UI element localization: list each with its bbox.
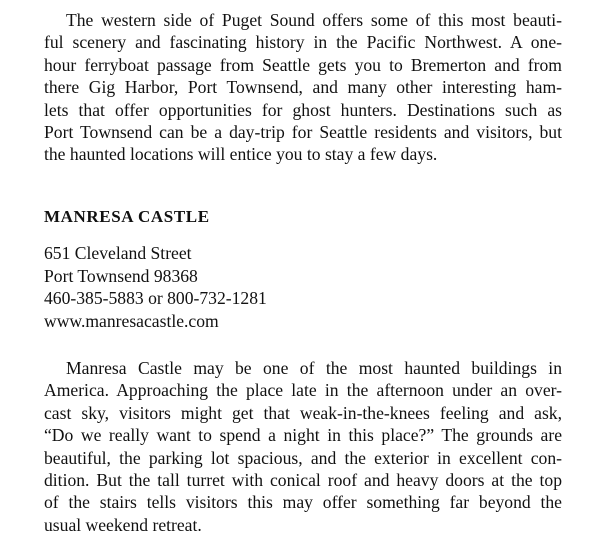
text-line: of the stairs tells visitors this may offer something far beyond the <box>44 492 562 513</box>
body-paragraph <box>44 357 562 536</box>
text-line: usual weekend retreat. <box>44 514 202 535</box>
address-block <box>44 242 267 332</box>
text-line: “Do we really want to spend a night in this place?” The grounds are <box>44 425 562 446</box>
text-line: lets that offer opportunities for ghost hunters. Destinations such as <box>44 99 562 120</box>
text-line: beautiful, the parking lot spacious, and the exterior in excellent con- <box>44 447 562 468</box>
text-line: hour ferryboat passage from Seattle gets you to Bremerton and from <box>44 54 562 75</box>
text-line: Manresa Castle may be one of the most haunted buildings in <box>66 358 562 378</box>
text-line: the haunted locations will entice you to stay a few days. <box>44 144 438 165</box>
phone-numbers: 460-385-5883 or 800-732-1281 <box>44 288 267 309</box>
street-address: 651 Cleveland Street <box>44 243 192 263</box>
text-line: dition. But the tall turret with conical roof and heavy doors at the top <box>44 469 562 490</box>
text-line: cast sky, visitors might get that weak-in-the-knees feeling and ask, <box>44 402 562 423</box>
text-line: America. Approaching the place late in the afternoon under an over- <box>44 380 562 401</box>
intro-paragraph <box>44 9 562 166</box>
text-line: The western side of Puget Sound offers some of this most beauti- <box>66 10 562 30</box>
text-line: there Gig Harbor, Port Townsend, and many other interesting ham- <box>44 77 562 98</box>
text-line: Port Townsend can be a day-trip for Seattle residents and visitors, but <box>44 121 562 142</box>
text-line: ful scenery and fascinating history in the Pacific Northwest. A one- <box>44 32 562 53</box>
city-zip: Port Townsend 98368 <box>44 265 198 286</box>
section-heading: MANRESA CASTLE <box>44 207 210 226</box>
website-url: www.manresacastle.com <box>44 310 219 331</box>
